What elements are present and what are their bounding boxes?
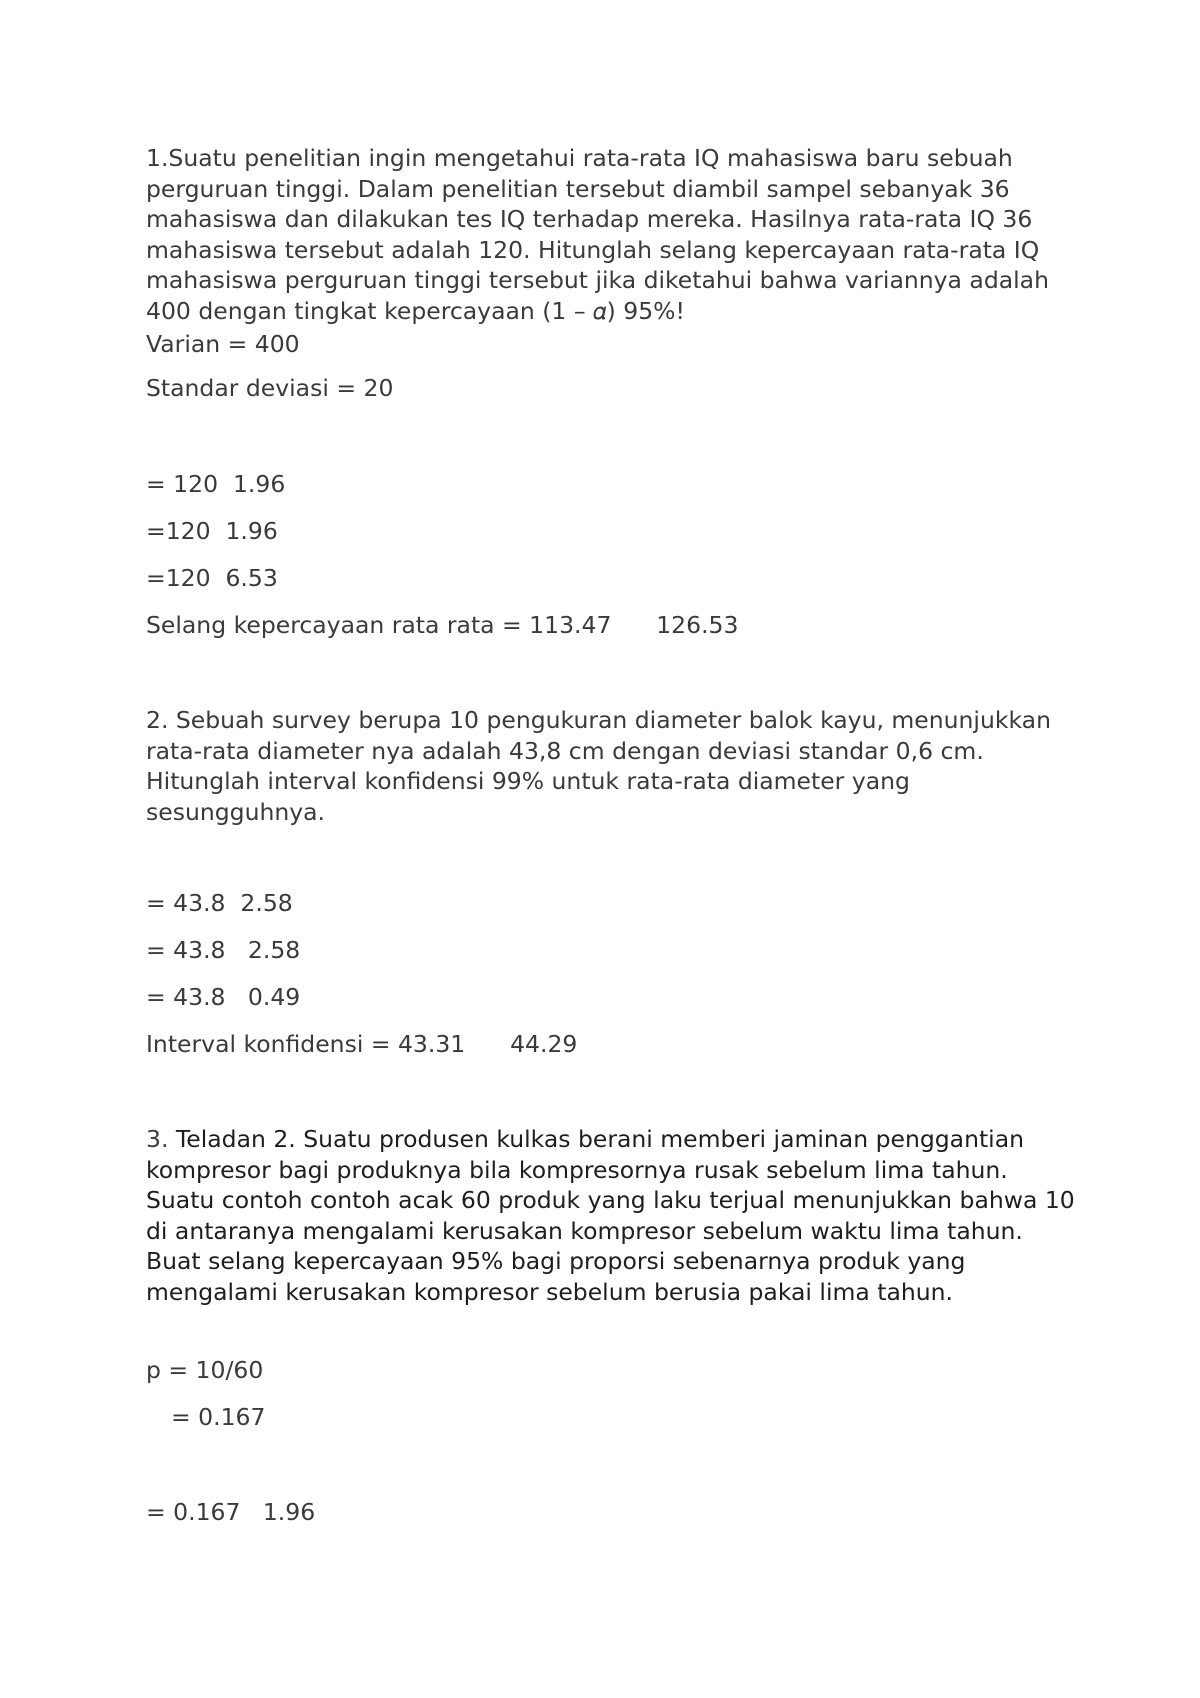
question-3-text — [146, 1124, 1076, 1308]
question-2-text: 2. Sebuah survey berupa 10 pengukuran diameter balok kayu, menunjukkan rata-rata diameter nya adalah 43,8 cm dengan deviasi standar 0,6 cm. Hitunglah interval konfidensi 99% untuk rata-rata diameter yang sesungguhnya. — [146, 706, 1051, 826]
q1-step-2: =120 1.96 — [146, 517, 278, 545]
q1-std-deviation: Standar deviasi = 20 — [146, 374, 394, 402]
question-3-body: Teladan 2. Suatu produsen kulkas berani memberi jaminan penggantian kompresor bagi produknya bila kompresornya rusak sebelum lima tahun. Suatu contoh contoh acak 60 produk yang laku terjual menunjukkan bahwa 10 di antaranya mengalami kerusakan kompresor sebelum waktu lima tahun. Buat selang kepercayaan 95% bagi proporsi sebenarnya produk yang mengalami kerusakan kompresor sebelum berusia pakai lima tahun. — [146, 1125, 1075, 1306]
q2-result: Interval konfidensi = 43.31 44.29 — [146, 1030, 578, 1058]
q3-p-value: = 0.167 — [171, 1403, 266, 1431]
q1-result: Selang kepercayaan rata rata = 113.47 126.53 — [146, 611, 739, 639]
q1-varian: Varian = 400 — [146, 330, 300, 358]
q2-step-1: = 43.8 2.58 — [146, 889, 293, 917]
q3-step-1: = 0.167 1.96 — [146, 1498, 316, 1526]
q1-step-3: =120 6.53 — [146, 564, 278, 592]
q2-step-2: = 43.8 2.58 — [146, 936, 301, 964]
question-1-text: 1.Suatu penelitian ingin mengetahui rata-rata IQ mahasiswa baru sebuah perguruan tinggi. Dalam penelitian tersebut diambil sampel sebanyak 36 mahasiswa dan dilakukan tes IQ terhadap mereka. Hasilnya rata-rata IQ 36 mahasiswa tersebut adalah 120. Hitunglah selang kepercayaan rata-rata IQ mahasiswa perguruan tinggi tersebut jika diketahui bahwa variannya adalah 400 dengan tingkat kepercayaan (1 – 𝛼) 95%! — [146, 144, 1049, 325]
question-3-number: 3. — [146, 1125, 176, 1153]
q2-step-3: = 43.8 0.49 — [146, 983, 301, 1011]
q3-p-definition: p = 10/60 — [146, 1356, 264, 1384]
q1-step-1: = 120 1.96 — [146, 470, 286, 498]
